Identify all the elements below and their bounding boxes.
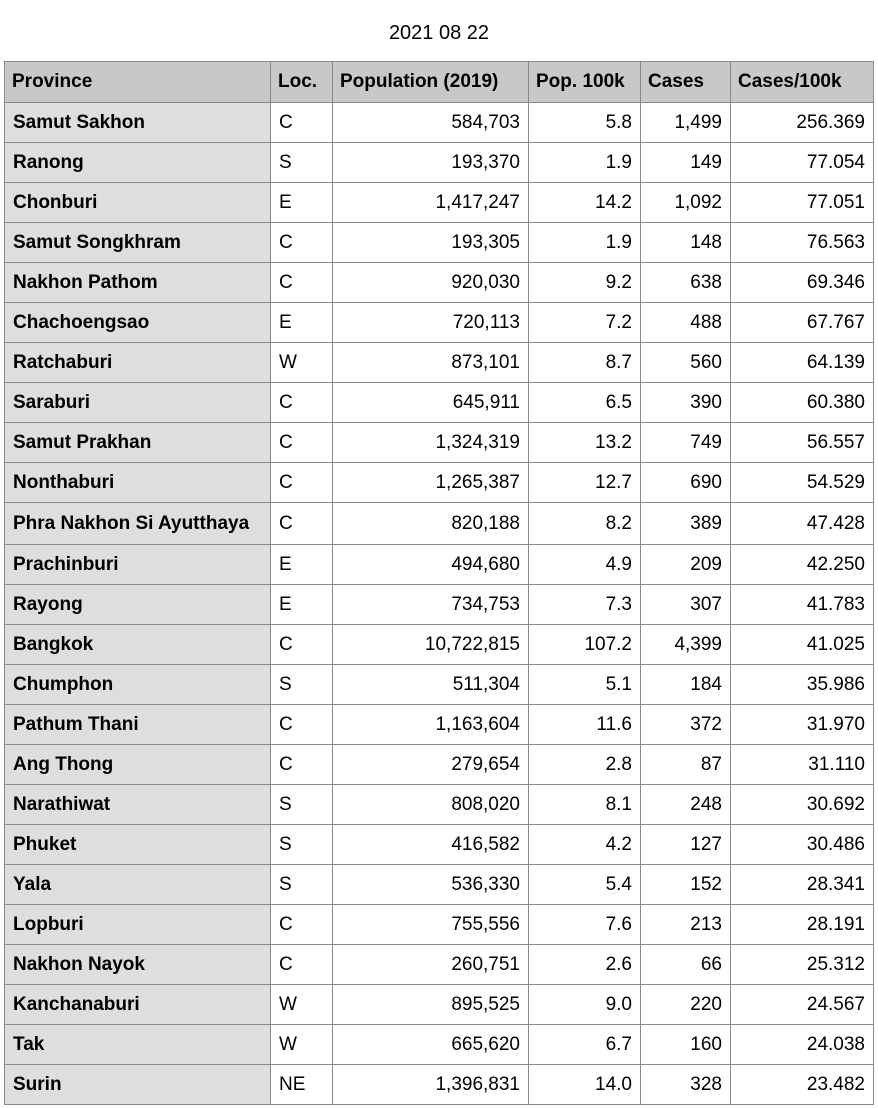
population-cell: 720,113 bbox=[333, 303, 529, 343]
province-cell: Pathum Thani bbox=[5, 705, 271, 745]
loc-cell: S bbox=[271, 865, 333, 905]
table-row bbox=[5, 143, 874, 183]
province-cell: Samut Sakhon bbox=[5, 103, 271, 143]
cases-per-100k-cell: 23.482 bbox=[731, 1065, 874, 1105]
cases-per-100k-cell: 41.783 bbox=[731, 585, 874, 625]
cases-cell: 66 bbox=[641, 945, 731, 985]
cases-per-100k-cell: 60.380 bbox=[731, 383, 874, 423]
cases-cell: 127 bbox=[641, 825, 731, 865]
table-row bbox=[5, 423, 874, 463]
population-cell: 920,030 bbox=[333, 263, 529, 303]
population-cell: 1,265,387 bbox=[333, 463, 529, 503]
cases-cell: 220 bbox=[641, 985, 731, 1025]
loc-cell: W bbox=[271, 985, 333, 1025]
pop-100k-cell: 11.6 bbox=[529, 705, 641, 745]
population-cell: 193,370 bbox=[333, 143, 529, 183]
loc-cell: C bbox=[271, 705, 333, 745]
cases-per-100k-cell: 69.346 bbox=[731, 263, 874, 303]
population-cell: 279,654 bbox=[333, 745, 529, 785]
province-cell: Surin bbox=[5, 1065, 271, 1105]
table-row bbox=[5, 865, 874, 905]
province-cell: Lopburi bbox=[5, 905, 271, 945]
header-row bbox=[5, 62, 874, 103]
cases-cell: 160 bbox=[641, 1025, 731, 1065]
pop-100k-cell: 1.9 bbox=[529, 223, 641, 263]
table-row bbox=[5, 945, 874, 985]
loc-cell: C bbox=[271, 945, 333, 985]
province-cell: Chumphon bbox=[5, 665, 271, 705]
table-row bbox=[5, 1025, 874, 1065]
cases-per-100k-cell: 28.191 bbox=[731, 905, 874, 945]
cases-cell: 149 bbox=[641, 143, 731, 183]
column-header-province: Province bbox=[5, 62, 271, 103]
cases-cell: 209 bbox=[641, 545, 731, 585]
province-cell: Samut Prakhan bbox=[5, 423, 271, 463]
table-row bbox=[5, 383, 874, 423]
population-cell: 1,163,604 bbox=[333, 705, 529, 745]
loc-cell: NE bbox=[271, 1065, 333, 1105]
table-row bbox=[5, 263, 874, 303]
cases-per-100k-cell: 76.563 bbox=[731, 223, 874, 263]
province-cell: Phuket bbox=[5, 825, 271, 865]
cases-cell: 1,499 bbox=[641, 103, 731, 143]
cases-per-100k-cell: 24.038 bbox=[731, 1025, 874, 1065]
province-cell: Ranong bbox=[5, 143, 271, 183]
population-cell: 734,753 bbox=[333, 585, 529, 625]
pop-100k-cell: 1.9 bbox=[529, 143, 641, 183]
population-cell: 1,396,831 bbox=[333, 1065, 529, 1105]
table-row bbox=[5, 745, 874, 785]
table-row bbox=[5, 1065, 874, 1105]
loc-cell: S bbox=[271, 665, 333, 705]
cases-per-100k-cell: 56.557 bbox=[731, 423, 874, 463]
population-cell: 536,330 bbox=[333, 865, 529, 905]
table-row bbox=[5, 343, 874, 383]
pop-100k-cell: 9.2 bbox=[529, 263, 641, 303]
loc-cell: S bbox=[271, 785, 333, 825]
cases-per-100k-cell: 30.486 bbox=[731, 825, 874, 865]
cases-cell: 213 bbox=[641, 905, 731, 945]
column-header-population: Population (2019) bbox=[333, 62, 529, 103]
cases-per-100k-cell: 77.054 bbox=[731, 143, 874, 183]
pop-100k-cell: 14.2 bbox=[529, 183, 641, 223]
cases-cell: 390 bbox=[641, 383, 731, 423]
pop-100k-cell: 14.0 bbox=[529, 1065, 641, 1105]
province-cell: Bangkok bbox=[5, 625, 271, 665]
population-cell: 416,582 bbox=[333, 825, 529, 865]
pop-100k-cell: 2.6 bbox=[529, 945, 641, 985]
pop-100k-cell: 13.2 bbox=[529, 423, 641, 463]
loc-cell: C bbox=[271, 423, 333, 463]
cases-cell: 248 bbox=[641, 785, 731, 825]
pop-100k-cell: 7.6 bbox=[529, 905, 641, 945]
cases-per-100k-cell: 67.767 bbox=[731, 303, 874, 343]
province-cell: Ang Thong bbox=[5, 745, 271, 785]
cases-per-100k-cell: 30.692 bbox=[731, 785, 874, 825]
province-cell: Phra Nakhon Si Ayutthaya bbox=[5, 503, 271, 545]
cases-per-100k-cell: 54.529 bbox=[731, 463, 874, 503]
population-cell: 1,324,319 bbox=[333, 423, 529, 463]
cases-cell: 372 bbox=[641, 705, 731, 745]
pop-100k-cell: 5.1 bbox=[529, 665, 641, 705]
province-cell: Chonburi bbox=[5, 183, 271, 223]
population-cell: 645,911 bbox=[333, 383, 529, 423]
table-row bbox=[5, 585, 874, 625]
loc-cell: E bbox=[271, 183, 333, 223]
cases-cell: 690 bbox=[641, 463, 731, 503]
population-cell: 895,525 bbox=[333, 985, 529, 1025]
pop-100k-cell: 8.7 bbox=[529, 343, 641, 383]
pop-100k-cell: 7.2 bbox=[529, 303, 641, 343]
cases-per-100k-cell: 31.970 bbox=[731, 705, 874, 745]
pop-100k-cell: 4.2 bbox=[529, 825, 641, 865]
population-cell: 755,556 bbox=[333, 905, 529, 945]
pop-100k-cell: 6.5 bbox=[529, 383, 641, 423]
pop-100k-cell: 9.0 bbox=[529, 985, 641, 1025]
cases-per-100k-cell: 256.369 bbox=[731, 103, 874, 143]
province-cell: Narathiwat bbox=[5, 785, 271, 825]
population-cell: 665,620 bbox=[333, 1025, 529, 1065]
loc-cell: C bbox=[271, 625, 333, 665]
province-cell: Nakhon Pathom bbox=[5, 263, 271, 303]
loc-cell: S bbox=[271, 143, 333, 183]
table-row bbox=[5, 905, 874, 945]
table-row bbox=[5, 223, 874, 263]
population-cell: 820,188 bbox=[333, 503, 529, 545]
cases-per-100k-cell: 42.250 bbox=[731, 545, 874, 585]
province-cell: Kanchanaburi bbox=[5, 985, 271, 1025]
cases-cell: 307 bbox=[641, 585, 731, 625]
cases-per-100k-cell: 28.341 bbox=[731, 865, 874, 905]
table-row bbox=[5, 103, 874, 143]
loc-cell: C bbox=[271, 503, 333, 545]
loc-cell: C bbox=[271, 263, 333, 303]
pop-100k-cell: 5.4 bbox=[529, 865, 641, 905]
pop-100k-cell: 7.3 bbox=[529, 585, 641, 625]
loc-cell: E bbox=[271, 585, 333, 625]
province-cell: Yala bbox=[5, 865, 271, 905]
table-row bbox=[5, 503, 874, 545]
cases-cell: 389 bbox=[641, 503, 731, 545]
pop-100k-cell: 12.7 bbox=[529, 463, 641, 503]
loc-cell: C bbox=[271, 103, 333, 143]
cases-cell: 328 bbox=[641, 1065, 731, 1105]
province-table bbox=[4, 61, 874, 1105]
cases-cell: 1,092 bbox=[641, 183, 731, 223]
cases-per-100k-cell: 64.139 bbox=[731, 343, 874, 383]
loc-cell: C bbox=[271, 383, 333, 423]
loc-cell: C bbox=[271, 463, 333, 503]
population-cell: 193,305 bbox=[333, 223, 529, 263]
cases-per-100k-cell: 35.986 bbox=[731, 665, 874, 705]
cases-cell: 148 bbox=[641, 223, 731, 263]
cases-per-100k-cell: 24.567 bbox=[731, 985, 874, 1025]
table-row bbox=[5, 625, 874, 665]
population-cell: 1,417,247 bbox=[333, 183, 529, 223]
table-row bbox=[5, 985, 874, 1025]
province-cell: Samut Songkhram bbox=[5, 223, 271, 263]
table-row bbox=[5, 183, 874, 223]
pop-100k-cell: 8.2 bbox=[529, 503, 641, 545]
cases-cell: 638 bbox=[641, 263, 731, 303]
page-title: 2021 08 22 bbox=[388, 22, 490, 44]
table-row bbox=[5, 463, 874, 503]
pop-100k-cell: 2.8 bbox=[529, 745, 641, 785]
table-row bbox=[5, 545, 874, 585]
province-cell: Nakhon Nayok bbox=[5, 945, 271, 985]
cases-cell: 152 bbox=[641, 865, 731, 905]
cases-per-100k-cell: 25.312 bbox=[731, 945, 874, 985]
cases-cell: 488 bbox=[641, 303, 731, 343]
province-cell: Chachoengsao bbox=[5, 303, 271, 343]
column-header-cases-per-100k: Cases/100k bbox=[731, 62, 874, 103]
province-cell: Nonthaburi bbox=[5, 463, 271, 503]
province-cell: Ratchaburi bbox=[5, 343, 271, 383]
pop-100k-cell: 6.7 bbox=[529, 1025, 641, 1065]
table-row bbox=[5, 665, 874, 705]
column-header-pop-100k: Pop. 100k bbox=[529, 62, 641, 103]
province-cell: Saraburi bbox=[5, 383, 271, 423]
population-cell: 494,680 bbox=[333, 545, 529, 585]
population-cell: 260,751 bbox=[333, 945, 529, 985]
column-header-loc: Loc. bbox=[271, 62, 333, 103]
table-row bbox=[5, 785, 874, 825]
cases-per-100k-cell: 77.051 bbox=[731, 183, 874, 223]
pop-100k-cell: 107.2 bbox=[529, 625, 641, 665]
cases-per-100k-cell: 47.428 bbox=[731, 503, 874, 545]
cases-cell: 184 bbox=[641, 665, 731, 705]
cases-cell: 87 bbox=[641, 745, 731, 785]
cases-cell: 4,399 bbox=[641, 625, 731, 665]
table-row bbox=[5, 303, 874, 343]
population-cell: 584,703 bbox=[333, 103, 529, 143]
population-cell: 10,722,815 bbox=[333, 625, 529, 665]
table-row bbox=[5, 705, 874, 745]
loc-cell: C bbox=[271, 223, 333, 263]
cases-cell: 749 bbox=[641, 423, 731, 463]
cases-per-100k-cell: 41.025 bbox=[731, 625, 874, 665]
table-body bbox=[5, 103, 874, 1105]
population-cell: 873,101 bbox=[333, 343, 529, 383]
population-cell: 511,304 bbox=[333, 665, 529, 705]
loc-cell: C bbox=[271, 905, 333, 945]
column-header-cases: Cases bbox=[641, 62, 731, 103]
loc-cell: C bbox=[271, 745, 333, 785]
pop-100k-cell: 8.1 bbox=[529, 785, 641, 825]
loc-cell: E bbox=[271, 545, 333, 585]
loc-cell: S bbox=[271, 825, 333, 865]
loc-cell: W bbox=[271, 343, 333, 383]
pop-100k-cell: 5.8 bbox=[529, 103, 641, 143]
loc-cell: E bbox=[271, 303, 333, 343]
province-cell: Prachinburi bbox=[5, 545, 271, 585]
cases-cell: 560 bbox=[641, 343, 731, 383]
province-cell: Tak bbox=[5, 1025, 271, 1065]
table-row bbox=[5, 825, 874, 865]
pop-100k-cell: 4.9 bbox=[529, 545, 641, 585]
population-cell: 808,020 bbox=[333, 785, 529, 825]
loc-cell: W bbox=[271, 1025, 333, 1065]
province-cell: Rayong bbox=[5, 585, 271, 625]
cases-per-100k-cell: 31.110 bbox=[731, 745, 874, 785]
